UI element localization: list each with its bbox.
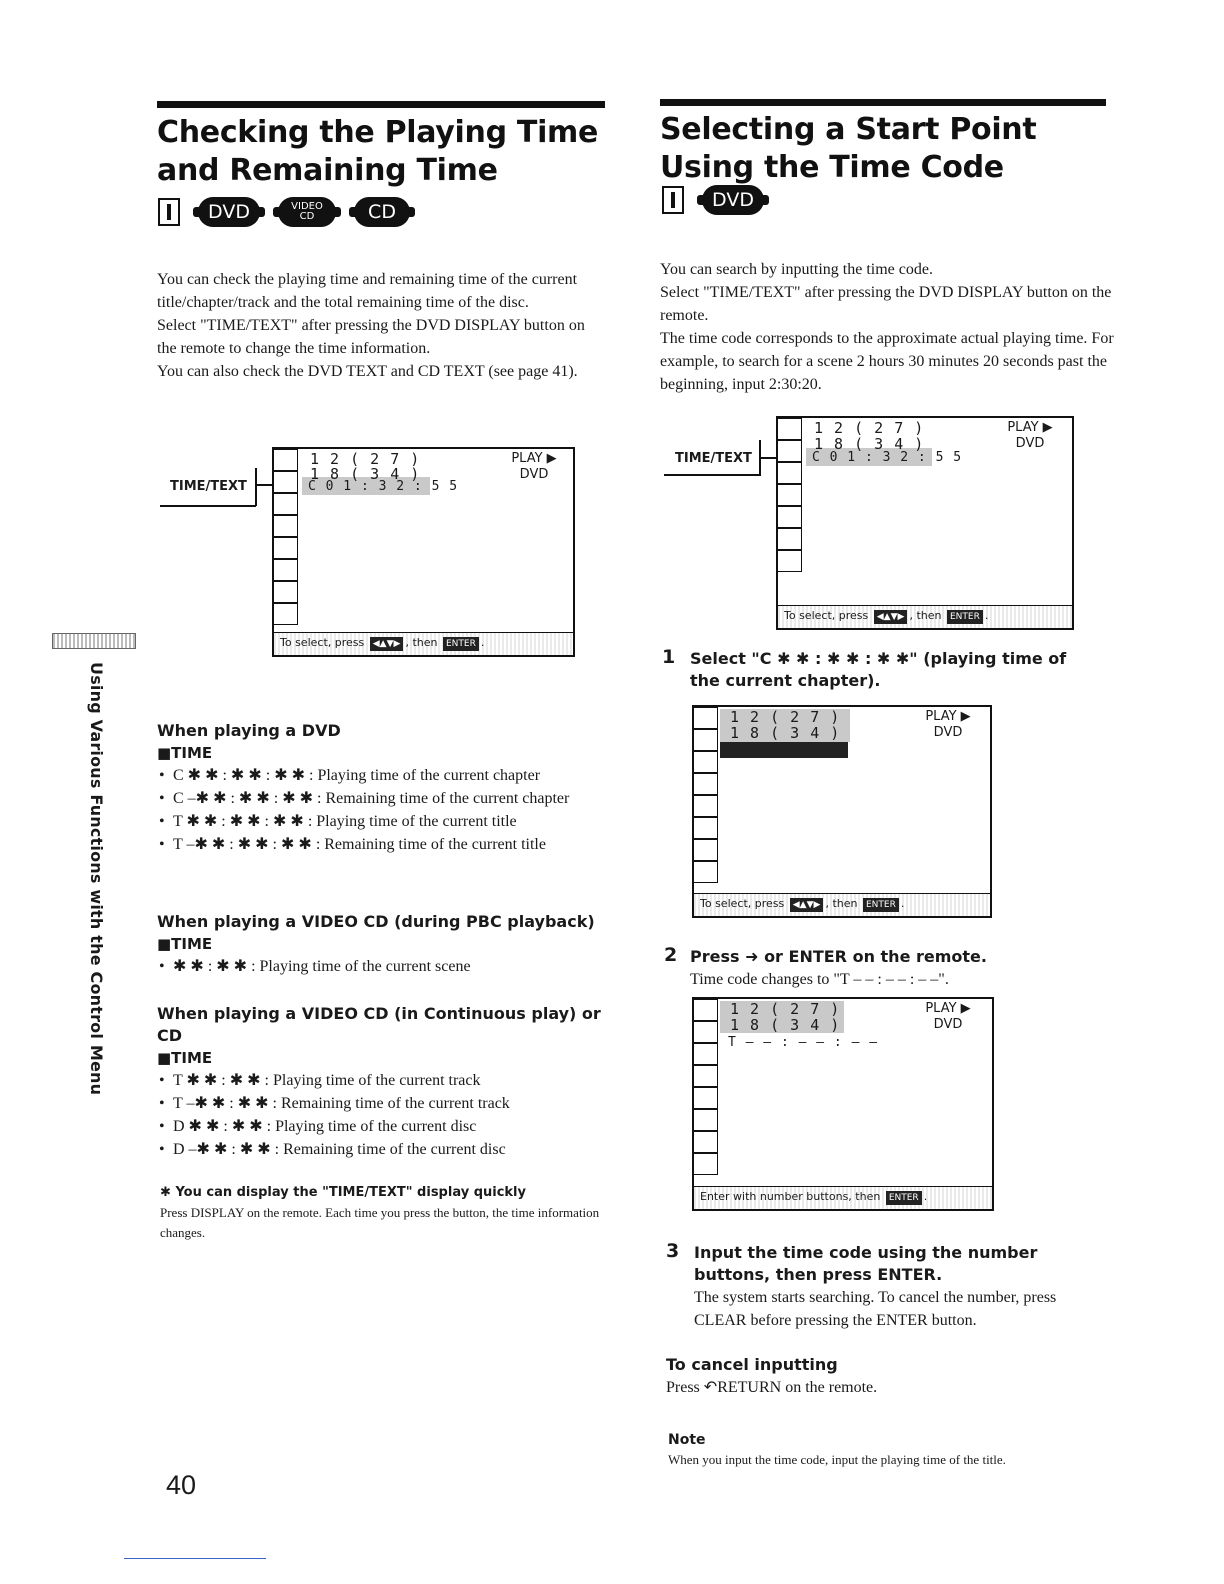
tip-box (160, 1183, 610, 1243)
dvd-heading: When playing a DVD (157, 721, 341, 740)
vcd-cont-sub: ■TIME (157, 1049, 213, 1067)
video-cd-badge-top: VIDEO (291, 201, 323, 212)
time-text-label: TIME/TEXT (675, 451, 752, 466)
video-cd-badge-icon (278, 197, 336, 227)
note-heading: Note (668, 1432, 706, 1448)
osd-chapter-number: 1 8 ( 3 4 ) (730, 724, 841, 742)
step1-text: Select "C ✱ ✱ : ✱ ✱ : ✱ ✱" (playing time of the current chapter). (690, 649, 1067, 690)
vcd-cont-section (157, 1003, 617, 1161)
osd-time-input: T – – : – – : – – (728, 1035, 879, 1050)
osd-title-number: 1 2 ( 2 7 ) (310, 450, 421, 468)
osd-footer: To select, press ◀▲▼▶ , then ENTER . (274, 632, 573, 655)
leader-line-h (761, 457, 777, 459)
osd-footer-text: To select, press (280, 636, 365, 649)
osd-source: DVD (933, 725, 963, 740)
step2-body: Time code changes to "T – – : – – : – –". (690, 971, 949, 988)
osd-play-status: PLAY ▶ (511, 451, 557, 466)
enter-key-icon: ENTER (443, 637, 479, 651)
left-intro-p1: You can check the playing time and remaining time of the current title/chapter/track and the total remaining time of the disc. (157, 271, 578, 311)
osd-chapter-number: 1 8 ( 3 4 ) (730, 1016, 841, 1034)
step2-number: 2 (664, 944, 678, 966)
cancel-section (666, 1354, 1106, 1399)
osd-footer-text: Enter with number buttons, then (700, 1190, 881, 1203)
osd-time: C 0 1 : 3 2 : 5 5 (812, 450, 963, 465)
right-osd-screen-1 (776, 416, 1074, 630)
osd-footer: Enter with number buttons, then ENTER . (694, 1186, 992, 1209)
right-title (660, 111, 1110, 187)
leader-line (160, 505, 256, 507)
left-title-line2: and Remaining Time (157, 153, 498, 188)
right-osd-screen-3 (692, 997, 994, 1211)
right-title-line1: Selecting a Start Point (660, 112, 1037, 147)
osd-footer-then: then (412, 636, 438, 649)
arrow-keys-icon: ◀▲▼▶ (370, 637, 404, 651)
remote-icon (662, 186, 684, 214)
dvd-badge-icon: DVD (198, 197, 260, 227)
left-intro-p3: You can also check the DVD TEXT and CD TEXT (see page 41). (157, 363, 578, 380)
left-title (157, 114, 607, 190)
osd-title-number: 1 2 ( 2 7 ) (814, 419, 925, 437)
cd-badge-icon: CD (354, 197, 410, 227)
right-title-line2: Using the Time Code (660, 150, 1004, 185)
right-intro-p1: You can search by inputting the time code. (660, 261, 933, 278)
list-item: • T ✱ ✱ : ✱ ✱ : ✱ ✱ : Playing time of the current title (157, 810, 617, 833)
left-osd-screen (272, 447, 575, 657)
step3 (694, 1242, 1094, 1332)
dvd-badge-icon: DVD (702, 185, 764, 215)
osd-footer-text: To select, press (784, 609, 869, 622)
lightbulb-icon: ✱ (160, 1185, 171, 1200)
left-intro (157, 268, 607, 383)
osd-footer-then: then (916, 609, 942, 622)
arrow-keys-icon: ◀▲▼▶ (790, 898, 824, 912)
left-intro-p2: Select "TIME/TEXT" after pressing the DVD DISPLAY button on the remote to change the time information. (157, 317, 585, 357)
list-item: • T ✱ ✱ : ✱ ✱ : Playing time of the current track (157, 1069, 617, 1092)
list-item: • D –✱ ✱ : ✱ ✱ : Remaining time of the current disc (157, 1138, 617, 1161)
right-intro-p3: The time code corresponds to the approximate actual playing time. For example, to search for a scene 2 hours 30 minutes 20 seconds past the beginning, input 2:30:20. (660, 330, 1114, 393)
osd-chapter-number: 1 8 ( 3 4 ) (310, 465, 421, 483)
osd-play-status: PLAY ▶ (925, 709, 971, 724)
left-title-line1: Checking the Playing Time (157, 115, 599, 150)
cancel-body: Press ↶RETURN on the remote. (666, 1379, 878, 1396)
enter-key-icon: ENTER (947, 610, 983, 624)
dvd-sub: ■TIME (157, 744, 213, 762)
osd-footer: To select, press ◀▲▼▶ , then ENTER . (694, 893, 990, 916)
osd-play-status: PLAY ▶ (925, 1001, 971, 1016)
osd-tab-column (274, 449, 298, 625)
list-item: • D ✱ ✱ : ✱ ✱ : Playing time of the current disc (157, 1115, 617, 1138)
step3-number: 3 (666, 1240, 680, 1262)
osd-chapter-number: 1 8 ( 3 4 ) (814, 435, 925, 453)
osd-time: C 0 1 : 3 2 : 5 5 (308, 479, 459, 494)
osd-footer-then: then (832, 897, 858, 910)
leader-line-h (257, 484, 273, 486)
video-cd-badge-bottom: CD (299, 211, 315, 222)
time-selection-bar (720, 742, 848, 758)
bottom-rule (124, 1558, 266, 1559)
dvd-section (157, 720, 617, 856)
osd-tab-column (694, 707, 718, 883)
step1-number: 1 (662, 646, 676, 668)
list-item: • T –✱ ✱ : ✱ ✱ : ✱ ✱ : Remaining time of the current title (157, 833, 617, 856)
osd-footer: To select, press ◀▲▼▶ , then ENTER . (778, 605, 1072, 628)
page-number: 40 (166, 1470, 197, 1500)
osd-footer-text: To select, press (700, 897, 785, 910)
sidebar-tab-marker (52, 633, 136, 649)
cancel-heading: To cancel inputting (666, 1355, 838, 1374)
note-section (668, 1430, 1118, 1470)
list-item: • T –✱ ✱ : ✱ ✱ : Remaining time of the current track (157, 1092, 617, 1115)
osd-source: DVD (519, 467, 549, 482)
leader-line-v (255, 468, 257, 506)
osd-source: DVD (933, 1017, 963, 1032)
step3-body: The system starts searching. To cancel the number, press CLEAR before pressing the ENTER button. (694, 1289, 1057, 1329)
vcd-pbc-section (157, 911, 617, 978)
leader-line (664, 474, 760, 476)
osd-source: DVD (1015, 436, 1045, 451)
list-item: • ✱ ✱ : ✱ ✱ : Playing time of the current scene (157, 955, 617, 978)
enter-key-icon: ENTER (886, 1191, 922, 1205)
list-item: • C –✱ ✱ : ✱ ✱ : ✱ ✱ : Remaining time of the current chapter (157, 787, 617, 810)
tip-title: You can display the "TIME/TEXT" display quickly (175, 1185, 526, 1200)
right-intro-p2: Select "TIME/TEXT" after pressing the DVD DISPLAY button on the remote. (660, 284, 1112, 324)
arrow-keys-icon: ◀▲▼▶ (874, 610, 908, 624)
osd-title-number: 1 2 ( 2 7 ) (730, 1000, 841, 1018)
note-body: When you input the time code, input the playing time of the title. (668, 1452, 1006, 1467)
vcd-cont-heading: When playing a VIDEO CD (in Continuous play) or CD (157, 1004, 601, 1045)
tip-body: Press DISPLAY on the remote. Each time you press the button, the time information changes. (160, 1205, 600, 1240)
vcd-pbc-heading: When playing a VIDEO CD (during PBC playback) (157, 912, 595, 931)
right-format-icons (662, 185, 764, 215)
enter-key-icon: ENTER (863, 898, 899, 912)
osd-tab-column (778, 418, 802, 572)
step2-text: Press ➜ or ENTER on the remote. (690, 947, 987, 966)
left-title-rule (157, 101, 605, 108)
step3-text: Input the time code using the number buttons, then press ENTER. (694, 1243, 1038, 1284)
right-osd-screen-2 (692, 705, 992, 918)
osd-title-number: 1 2 ( 2 7 ) (730, 708, 841, 726)
right-intro (660, 258, 1115, 396)
sidebar-label: Using Various Functions with the Control Menu (87, 662, 106, 1096)
right-title-rule (660, 99, 1106, 106)
step2 (690, 946, 1090, 991)
list-item: • C ✱ ✱ : ✱ ✱ : ✱ ✱ : Playing time of the current chapter (157, 764, 617, 787)
vcd-pbc-sub: ■TIME (157, 935, 213, 953)
time-text-label: TIME/TEXT (170, 479, 247, 494)
osd-play-status: PLAY ▶ (1007, 420, 1053, 435)
osd-tab-column (694, 999, 718, 1175)
left-format-icons (158, 197, 410, 227)
remote-icon (158, 198, 180, 226)
